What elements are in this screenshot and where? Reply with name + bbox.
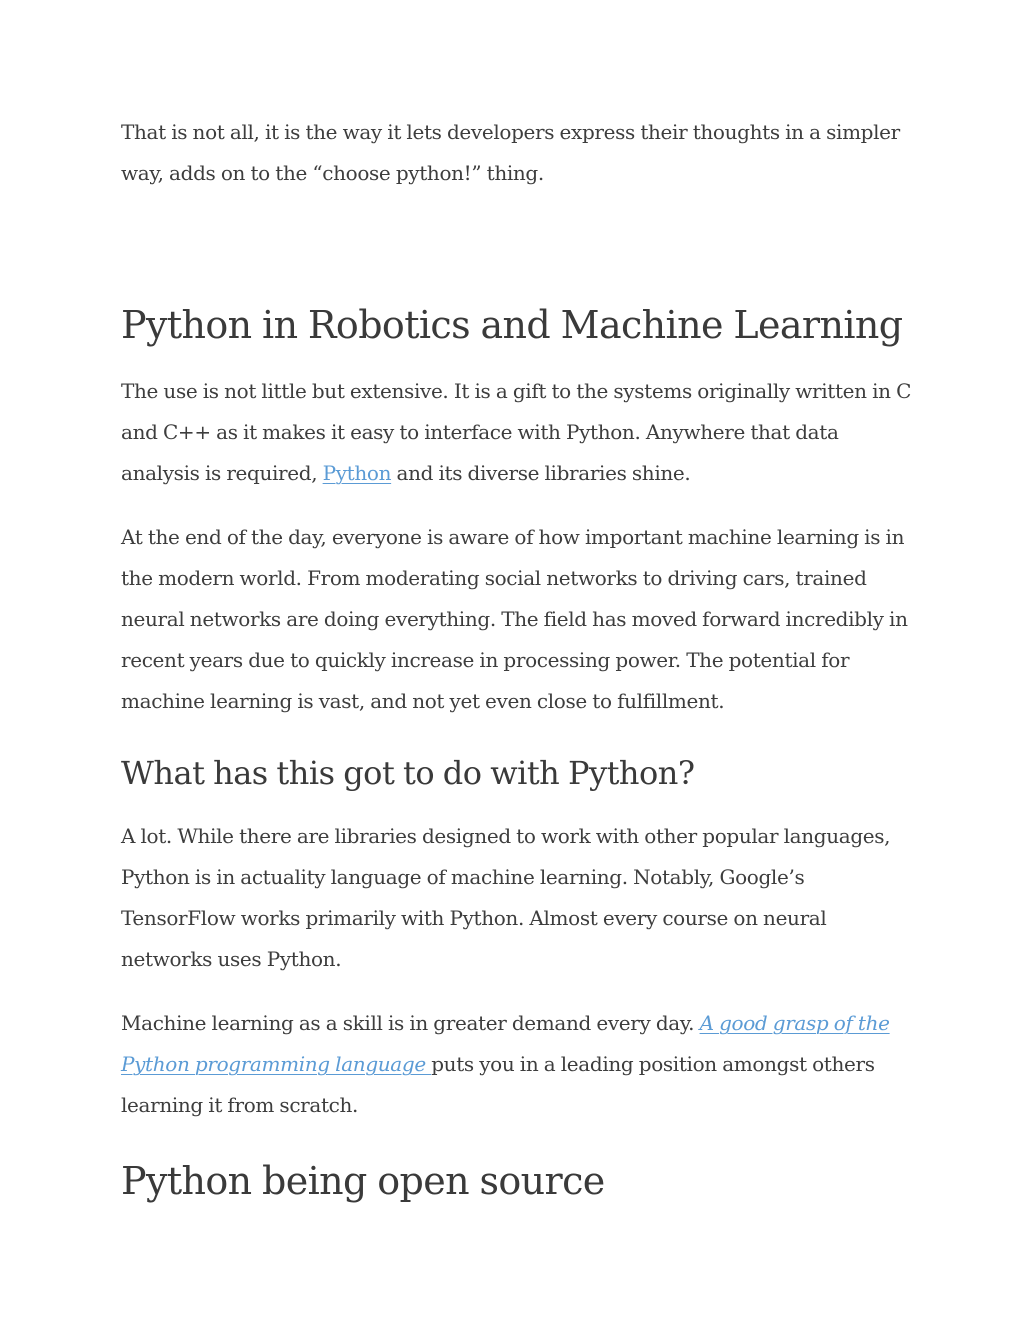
robotics-paragraph-1 — [121, 371, 921, 494]
robotics-paragraph-2: At the end of the day, everyone is aware of how important machine learning is in the modern world. From moderating social networks to driving cars, trained neural networks are doing everything. The field has moved forward incredibly in recent years due to quickly increase in processing power. The potential for machine learning is vast, and not yet even close to fulfillment. — [121, 525, 908, 713]
heading-robotics-ml: Python in Robotics and Machine Learning — [121, 303, 903, 347]
intro-paragraph: That is not all, it is the way it lets developers express their thoughts in a simpler way, adds on to the “choose python!” thing. — [121, 120, 900, 185]
robotics-para1-text-before: The use is not little but extensive. It is a gift to the systems originally written in C and C++ as it makes it easy to interface with Python. Anywhere that data analysis is required, — [121, 379, 912, 485]
what-paragraph-2 — [121, 1003, 921, 1126]
what-para2-text-after: puts you in a leading position amongst others learning it from scratch. — [121, 1052, 875, 1117]
what-paragraph-1: A lot. While there are libraries designed to work with other popular languages, Python is in actuality language of machine learning. Notably, Google’s TensorFlow works primarily with Python. Almost every course on neural networks uses Python. — [121, 824, 891, 971]
python-grasp-link[interactable]: A good grasp of the Python programming language — [121, 1011, 890, 1076]
what-para2-text-before: Machine learning as a skill is in greater demand every day. — [121, 1011, 700, 1035]
heading-open-source: Python being open source — [121, 1159, 605, 1203]
python-link[interactable]: Python — [322, 461, 392, 485]
heading-what-python: What has this got to do with Python? — [121, 754, 695, 792]
robotics-para1-text-after: and its diverse libraries shine. — [391, 461, 691, 485]
